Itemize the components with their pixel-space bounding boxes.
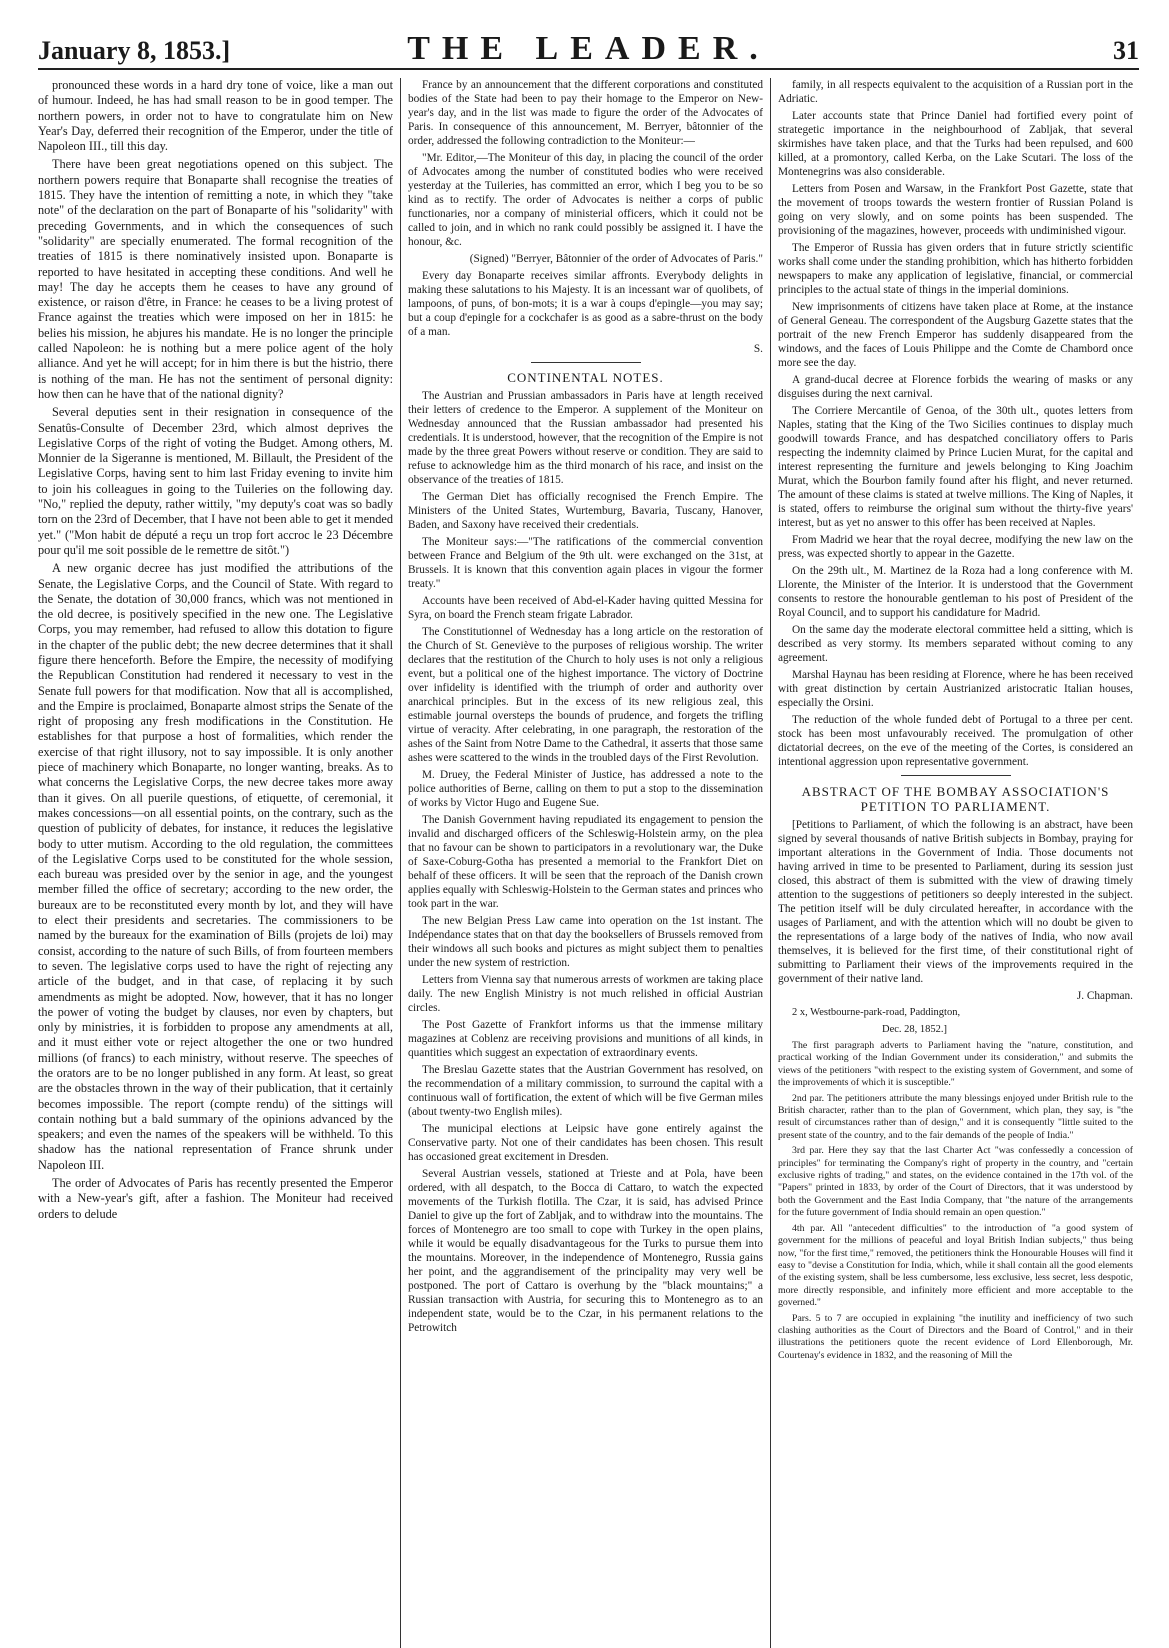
paragraph: Every day Bonaparte receives similar affronts. Everybody delights in making these salutations to his Majesty. It is an incessant war of quolibets, of lampoons, of puns, of bon-mots; it is a war à coups d'epingle—you may say; but a coup d'epingle for a cockchafer is as good as a sabre-thrust on the body of a man. — [408, 270, 763, 338]
section-rule — [901, 775, 1011, 776]
petition-author: J. Chapman. — [1076, 990, 1133, 1002]
news-item: Marshal Haynau has been residing at Florence, where he has been received with great distinction by certain Austrianized aristocratic Italian houses, especially the Orsini. — [778, 669, 1133, 709]
newspaper-title: THE LEADER. — [407, 30, 770, 67]
news-item: The Post Gazette of Frankfort informs us that the immense military magazines at Coblenz are receiving provisions and munitions of all kinds, in quantities which suggest an expectation of extraordinary events. — [408, 1019, 763, 1059]
petition-paragraph: Pars. 5 to 7 are occupied in explaining "the inutility and inefficiency of two such clashing authorities as the Court of Directors and the Board of Control," and in their illustrations the petitioners quote the recent evidence of Lord Ellenborough, Mr. Courtenay's evidence in 1832, and the reasoning of Mill the — [778, 1312, 1133, 1361]
section-rule — [531, 362, 641, 363]
section-title-bombay-petition: ABSTRACT OF THE BOMBAY ASSOCIATION'S PETITION TO PARLIAMENT. — [801, 784, 1110, 814]
petition-paragraph: 2nd par. The petitioners attribute the many blessings enjoyed under British rule to the British character, rather than to the plan of Government, which plan, they say, is "the result of circumstances rather than of design," and it is consequently "little suited to the present state of the country, and to the fair demands of the people of India." — [778, 1092, 1133, 1141]
paragraph: The order of Advocates of Paris has recently presented the Emperor with a New-year's gift, after a fashion. The Moniteur had received orders to delude — [38, 1176, 393, 1221]
paragraph: pronounced these words in a hard dry tone of voice, like a man out of humour. Indeed, he has had small reason to be in good temper. The northern powers, in order not to have to congratulate him on New Year's Day, deferred their recognition of the Emperor, under the title of Napoleon III., till this day. — [38, 78, 393, 154]
news-item: The new Belgian Press Law came into operation on the 1st instant. The Indépendance states that on that day the booksellers of Brussels removed from their windows all such books and pictures as might subject them to penalties under the new system of restriction. — [408, 915, 763, 969]
news-item: On the same day the moderate electoral committee held a sitting, which is described as very stormy. Its members separated without coming to any agreement. — [778, 624, 1133, 664]
letter-text: "Mr. Editor,—The Moniteur of this day, in placing the council of the order of Advocates among the number of constituted bodies who were received yesterday at the Tuileries, has committed an error, which I beg you to be so kind as to rectify. The order of Advocates is neither a corps of public functionaries, nor a company of ministerial officers, which it could not be called to join, and in which no rank could possibly be assigned it. I have the honour, &c. — [408, 152, 763, 248]
news-item: Letters from Vienna say that numerous arrests of workmen are taking place daily. The new English Ministry is not much relished in official Austrian circles. — [408, 974, 763, 1014]
page-number: 31 — [1113, 36, 1139, 65]
petition-paragraph: 3rd par. Here they say that the last Charter Act "was confessedly a concession of principles" for terminating the Company's right of property in the country, and "certain exclusive rights of trading," and states, on the evidence contained in the 17th vol. of the "Papers" printed in 1833, by order of the Court of Directors, that it was understood by both the Government and the East India Company, that "the nature of the arrangements for the future government of India should remain an open question." — [778, 1145, 1133, 1219]
column-1 — [38, 78, 393, 1648]
news-item: Several Austrian vessels, stationed at Trieste and at Pola, have been ordered, with all despatch, to the Bocca di Cattaro, to watch the expected movements of the Turkish flotilla. The Czar, it is said, has advised Prince Daniel to give up the fort of Zabljak, and to withdraw into the mountains. The forces of Montenegro are too small to cope with Turkey in the open plains, while it would be equally disadvantageous for the Turks to pursue them into the mountains. Moreover, in the independence of Montenegro, Russia gains her point, and the aggrandisement of the principality may very well be postponed. The port of Cattaro is overhung by the "black mountains;" a Russian transaction with Austria, for securing this to Montenegro as to an independent state, would be to the Czar, in his permanent relations to the Petrowitch — [408, 1168, 763, 1334]
petition-intro: [Petitions to Parliament, of which the following is an abstract, have been signed by several thousands of native British subjects in Bombay, praying for important alterations in the Government of India. Those documents not having arrived in time to be presented to Parliament, during its session just closed, this abstract of them is submitted with the view of drawing timely attention to the suggestions of petitioners so deeply interested in the subject. The petition itself will be duly circulated hereafter, in accordance with the usages of Parliament, and with the attention which will no doubt be given to the representations of a large body of the natives of India, who now avail themselves, it is believed for the first time, of their constitutional right of submitting to Parliament their views of the improvements required in the government of their native land. — [778, 819, 1133, 985]
column-divider — [400, 78, 401, 1648]
masthead — [38, 30, 1139, 70]
letter-signature: (Signed) "Berryer, Bâtonnier of the order of Advocates of Paris." — [469, 253, 763, 265]
news-item: From Madrid we hear that the royal decree, modifying the new law on the press, was expected shortly to appear in the Gazette. — [778, 534, 1133, 560]
paragraph: There have been great negotiations opened on this subject. The northern powers require that Bonaparte shall recognise the treaties of 1815. They have the intention of remitting a note, in which they "take note" of the declaration on the part of Bonaparte of his "solidarity" with preceding Governments, and in which the consequences of such "solidarity" are specially enumerated. The formal recognition of the treaties of 1815 is there nominatively insisted upon. Bonaparte is reported to have hesitated in accepting these conditions. And well he may! The day he accepts them he ceases to have any ground of existence, or raison d'être, in France: he ceases to be a living protest of France against the treaties which were imposed on her in 1815: he belies his mission, he abjures his mandate. He is no longer the principle called Napoleon: he is nothing but a mere police agent of the holy alliance. And yet he will accept; for in him there is but the histrio, there is nothing of the man. He has not the sentiment of personal dignity: how then can he have that of the national dignity? — [38, 157, 393, 401]
news-item: family, in all respects equivalent to the acquisition of a Russian port in the Adriatic. — [778, 79, 1133, 105]
petition-paragraph: 4th par. All "antecedent difficulties" to the introduction of "a good system of government for the millions of peaceful and loyal British Indian subjects," thus being now, "for the first time," removed, the petitioners think the Honourable Houses will find it easy to "devise a Constitution for India, which, while it shall contain all the good elements of the existing system, shall be less cumbersome, less exclusive, less secret, less despotic, more directly responsible, and infinitely more efficient and more acceptable to the governed." — [778, 1222, 1133, 1309]
petition-paragraph: The first paragraph adverts to Parliament having the "nature, constitution, and practical working of the Indian Government under its consideration," and submits the views of the petitioners "with respect to the existing system of Government, and some of the improvements of which it is susceptible." — [778, 1040, 1133, 1089]
paragraph: France by an announcement that the different corporations and constituted bodies of the State had been to pay their homage to the Emperor on New-year's day, and in the list was made to figure the order of the Advocates of Paris. In consequence of this announcement, M. Berryer, bâtonnier of the order, addressed the following contradiction to the Moniteur:— — [408, 79, 763, 147]
news-item: Accounts have been received of Abd-el-Kader having quitted Messina for Syra, on board the French steam frigate Labrador. — [408, 595, 763, 621]
news-item: New imprisonments of citizens have taken place at Rome, at the instance of General Geneau. The correspondent of the Augsburg Gazette states that the portrait of the new French Emperor has suddenly disappeared from the windows, and the faces of Louis Philippe and the Comte de Chambord once more see the day. — [778, 301, 1133, 369]
petition-address: 2 x, Westbourne-park-road, Paddington, — [792, 1007, 961, 1018]
news-item: Letters from Posen and Warsaw, in the Frankfort Post Gazette, state that the movement of troops towards the western frontier of Russian Poland is going on very slowly, and on some points has been suspended. The provisioning of the magazines, however, proceeds with undiminished vigour. — [778, 183, 1133, 237]
news-item: Later accounts state that Prince Daniel had fortified every point of strategetic importance in the neighbourhood of Zabljak, that several skirmishes have taken place, and that the Turks had been repulsed, and 600 killed, at a promontory, called Kerba, on the Lake Scutari. The loss of the Montenegrins was also considerable. — [778, 110, 1133, 178]
section-title-continental-notes: CONTINENTAL NOTES. — [507, 370, 664, 385]
column-3 — [778, 78, 1133, 1648]
news-item: The Breslau Gazette states that the Austrian Government has resolved, on the recommendation of a military commission, to surround the capital with a continuous wall of fortification, the extent of which will be five German miles (about twenty-two English miles). — [408, 1064, 763, 1118]
author-initial: S. — [753, 343, 763, 355]
paragraph: Several deputies sent in their resignation in consequence of the Senatûs-Consulte of December 23rd, which almost deprives the Legislative Corps of the right of voting the Budget. Among others, M. Monnier de la Sigeranne is mentioned, M. Billault, the President of the Legislative Corps, having sent to him last Friday evening to invite him to join his colleagues in going to the Tuileries on the following day. "No," replied the deputy, rather wittily, "my deputy's coat was so badly torn on the 23rd of December, that I have not been able to get it mended yet." ("Mon habit de député a reçu un trop fort accroc le 23 Décembre pour qu'il me soit possible de le remettre de sitôt.") — [38, 405, 393, 557]
issue-date: January 8, 1853.] — [38, 36, 231, 65]
news-item: The Corriere Mercantile of Genoa, of the 30th ult., quotes letters from Naples, stating that the King of the Two Sicilies continues to display much goodwill towards France, and has despatched conciliatory offers to Paris respecting the indemnity claimed by Prince Lucien Murat, for the capital and interest representing the furniture and jewels belonging to King Joachim Murat, which the Bourbon family found after his flight, and never returned. The amount of these claims is stated at twelve millions. The King of Naples, it is stated, offers to reimburse the original sum without the thirty-five years' interest, but as yet no answer to this offer has been received at Naples. — [778, 405, 1133, 529]
column-divider — [770, 78, 771, 1648]
petition-date: Dec. 28, 1852.] — [882, 1024, 948, 1035]
paragraph: A new organic decree has just modified the attributions of the Senate, the Legislative Corps, and the Council of State. With regard to the Senate, the dotation of 30,000 francs, which was not mentioned in the old decree, is positively specified in the new one. The Legislative Corps, you may remember, had refused to allow this dotation to figure in the chapter of the public debt; the new decree determines that it shall figure there henceforth. Before the Empire, the necessity of modifying the Republican Constitution had rendered it necessary to vest in the Senate full powers for that modification. Now that all is accomplished, and the Empire is proclaimed, Bonaparte almost strips the Senate of the right of proposing any fresh modifications in the Constitution. He establishes for that purpose a host of formalities, which render the exercise of that right illusory, not to say impossible. It is only another piece of machinery which Bonaparte, no longer wanting, breaks. As to what concerns the Legislative Corps, the new decree takes more away than it gives. On all puerile questions, of etiquette, of ceremonial, it makes concessions—on all essential points, on the contrary, such as the question of publicity of debates, for instance, it reduces the legislative body to utter mutism. According to the old regulation, the committees of the Legislative Corps used to be constituted for the whole session, each bureau was presided over by the senior in age, and the youngest member filled the office of secretary; according to the new order, the bureaux are to be reconstituted every month by lot, and they will have to elect their presidents and secretaries. The commissioners to be named by the bureaux for the examination of Bills (projets de loi) may consist, according to the nature of such Bills, of from fourteen members to seven. The legislative corps used to have the right of rejecting any article of the budget, and in that case, of replacing it by such amendments as might be adopted. Now, however, that it has no longer the power of voting the budget by clauses, nor even by chapters, but only by ministries, it is forbidden to propose any amendments at all, and it must either vote or reject altogether the one or two hundred millions (of francs) to each ministry, without reserve. The speeches of the orators are to be no longer published in any form. At least, so great are the obstacles thrown in the way of their publication, that it certainly becomes impossible. The report (compte rendu) of the sittings will contain nothing but a bald summary of the opinions advanced by the speakers; and even the names of the speakers will be withheld. To this shadow has the national representation of France shrunk under Napoleon III. — [38, 561, 393, 1172]
news-item: On the 29th ult., M. Martinez de la Roza had a long conference with M. Llorente, the Minister of the Interior. It is understood that the Government consents to restore the honourable gentleman to his post of President of the Royal Council, and to support his candidature for Madrid. — [778, 565, 1133, 619]
news-item: The municipal elections at Leipsic have gone entirely against the Conservative party. Not one of their candidates has been chosen. This result has occasioned great excitement in Dresden. — [408, 1123, 763, 1163]
news-item: The Moniteur says:—"The ratifications of the commercial convention between France and Belgium of the 9th ult. were exchanged on the 31st, at Brussels. It is known that this convention again places in vigour the former treaty." — [408, 536, 763, 590]
news-item: The reduction of the whole funded debt of Portugal to a three per cent. stock has been most unfavourably received. The promulgation of other dictatorial decrees, on the eve of the meeting of the Cortes, is considered an intentional aggression upon representative government. — [778, 714, 1133, 768]
column-2 — [408, 78, 763, 1648]
news-item: The German Diet has officially recognised the French Empire. The Ministers of the United States, Wurtemburg, Bavaria, Tuscany, Hanover, Baden, and Saxony have received their credentials. — [408, 491, 763, 531]
news-item: The Danish Government having repudiated its engagement to pension the invalid and discharged officers of the Schleswig-Holstein army, on the plea that no favour can be shown to participators in a revolutionary war, the Duke of Saxe-Coburg-Gotha has presented a memorial to the Frankfort Diet on behalf of these officers. It will be seen that the reproach of the Danish crown applies equally with Schleswig-Holstein to the German states and princes who took part in the war. — [408, 814, 763, 910]
news-item: The Constitutionnel of Wednesday has a long article on the restoration of the Church of St. Geneviève to the purposes of religious worship. The writer declares that the restitution of the Church to holy uses is not only a religious event, but a political one of the highest importance. The victory of Doctrine over infidelity is identified with the triumph of order and authority over anarchical principles. But in the excess of its new religious zeal, this estimable journal oversteps the bounds of prudence, and forgets the trifling virtue of veracity. After celebrating, in one paragraph, the restoration of the ashes of the Saint from Notre Dame to the Cathedral, it asserts that those same ashes were scattered to the winds in the troubled days of the First Revolution. — [408, 626, 763, 764]
news-item: M. Druey, the Federal Minister of Justice, has addressed a note to the police authorities of Berne, calling on them to put a stop to the dissemination of works by Victor Hugo and Eugene Sue. — [408, 769, 763, 809]
text-columns — [38, 78, 1139, 1648]
news-item: The Austrian and Prussian ambassadors in Paris have at length received their letters of credence to the Emperor. A supplement of the Moniteur on Wednesday announced that the Russian ambassador had presented his credentials. It is understood, however, that the recognition of the Empire is not made by the three great Powers without reserve or condition. They are said to refuse to acknowledge him as the third monarch of his race, and insist on the observance of the treaties of 1815. — [408, 390, 763, 486]
news-item: A grand-ducal decree at Florence forbids the wearing of masks or any disguises during the next carnival. — [778, 374, 1133, 400]
news-item: The Emperor of Russia has given orders that in future strictly scientific works shall come under the standing prohibition, which has hitherto forbidden newspapers to make any application of legislative, financial, or commercial principles to the actual state of things in the imperial dominions. — [778, 242, 1133, 296]
